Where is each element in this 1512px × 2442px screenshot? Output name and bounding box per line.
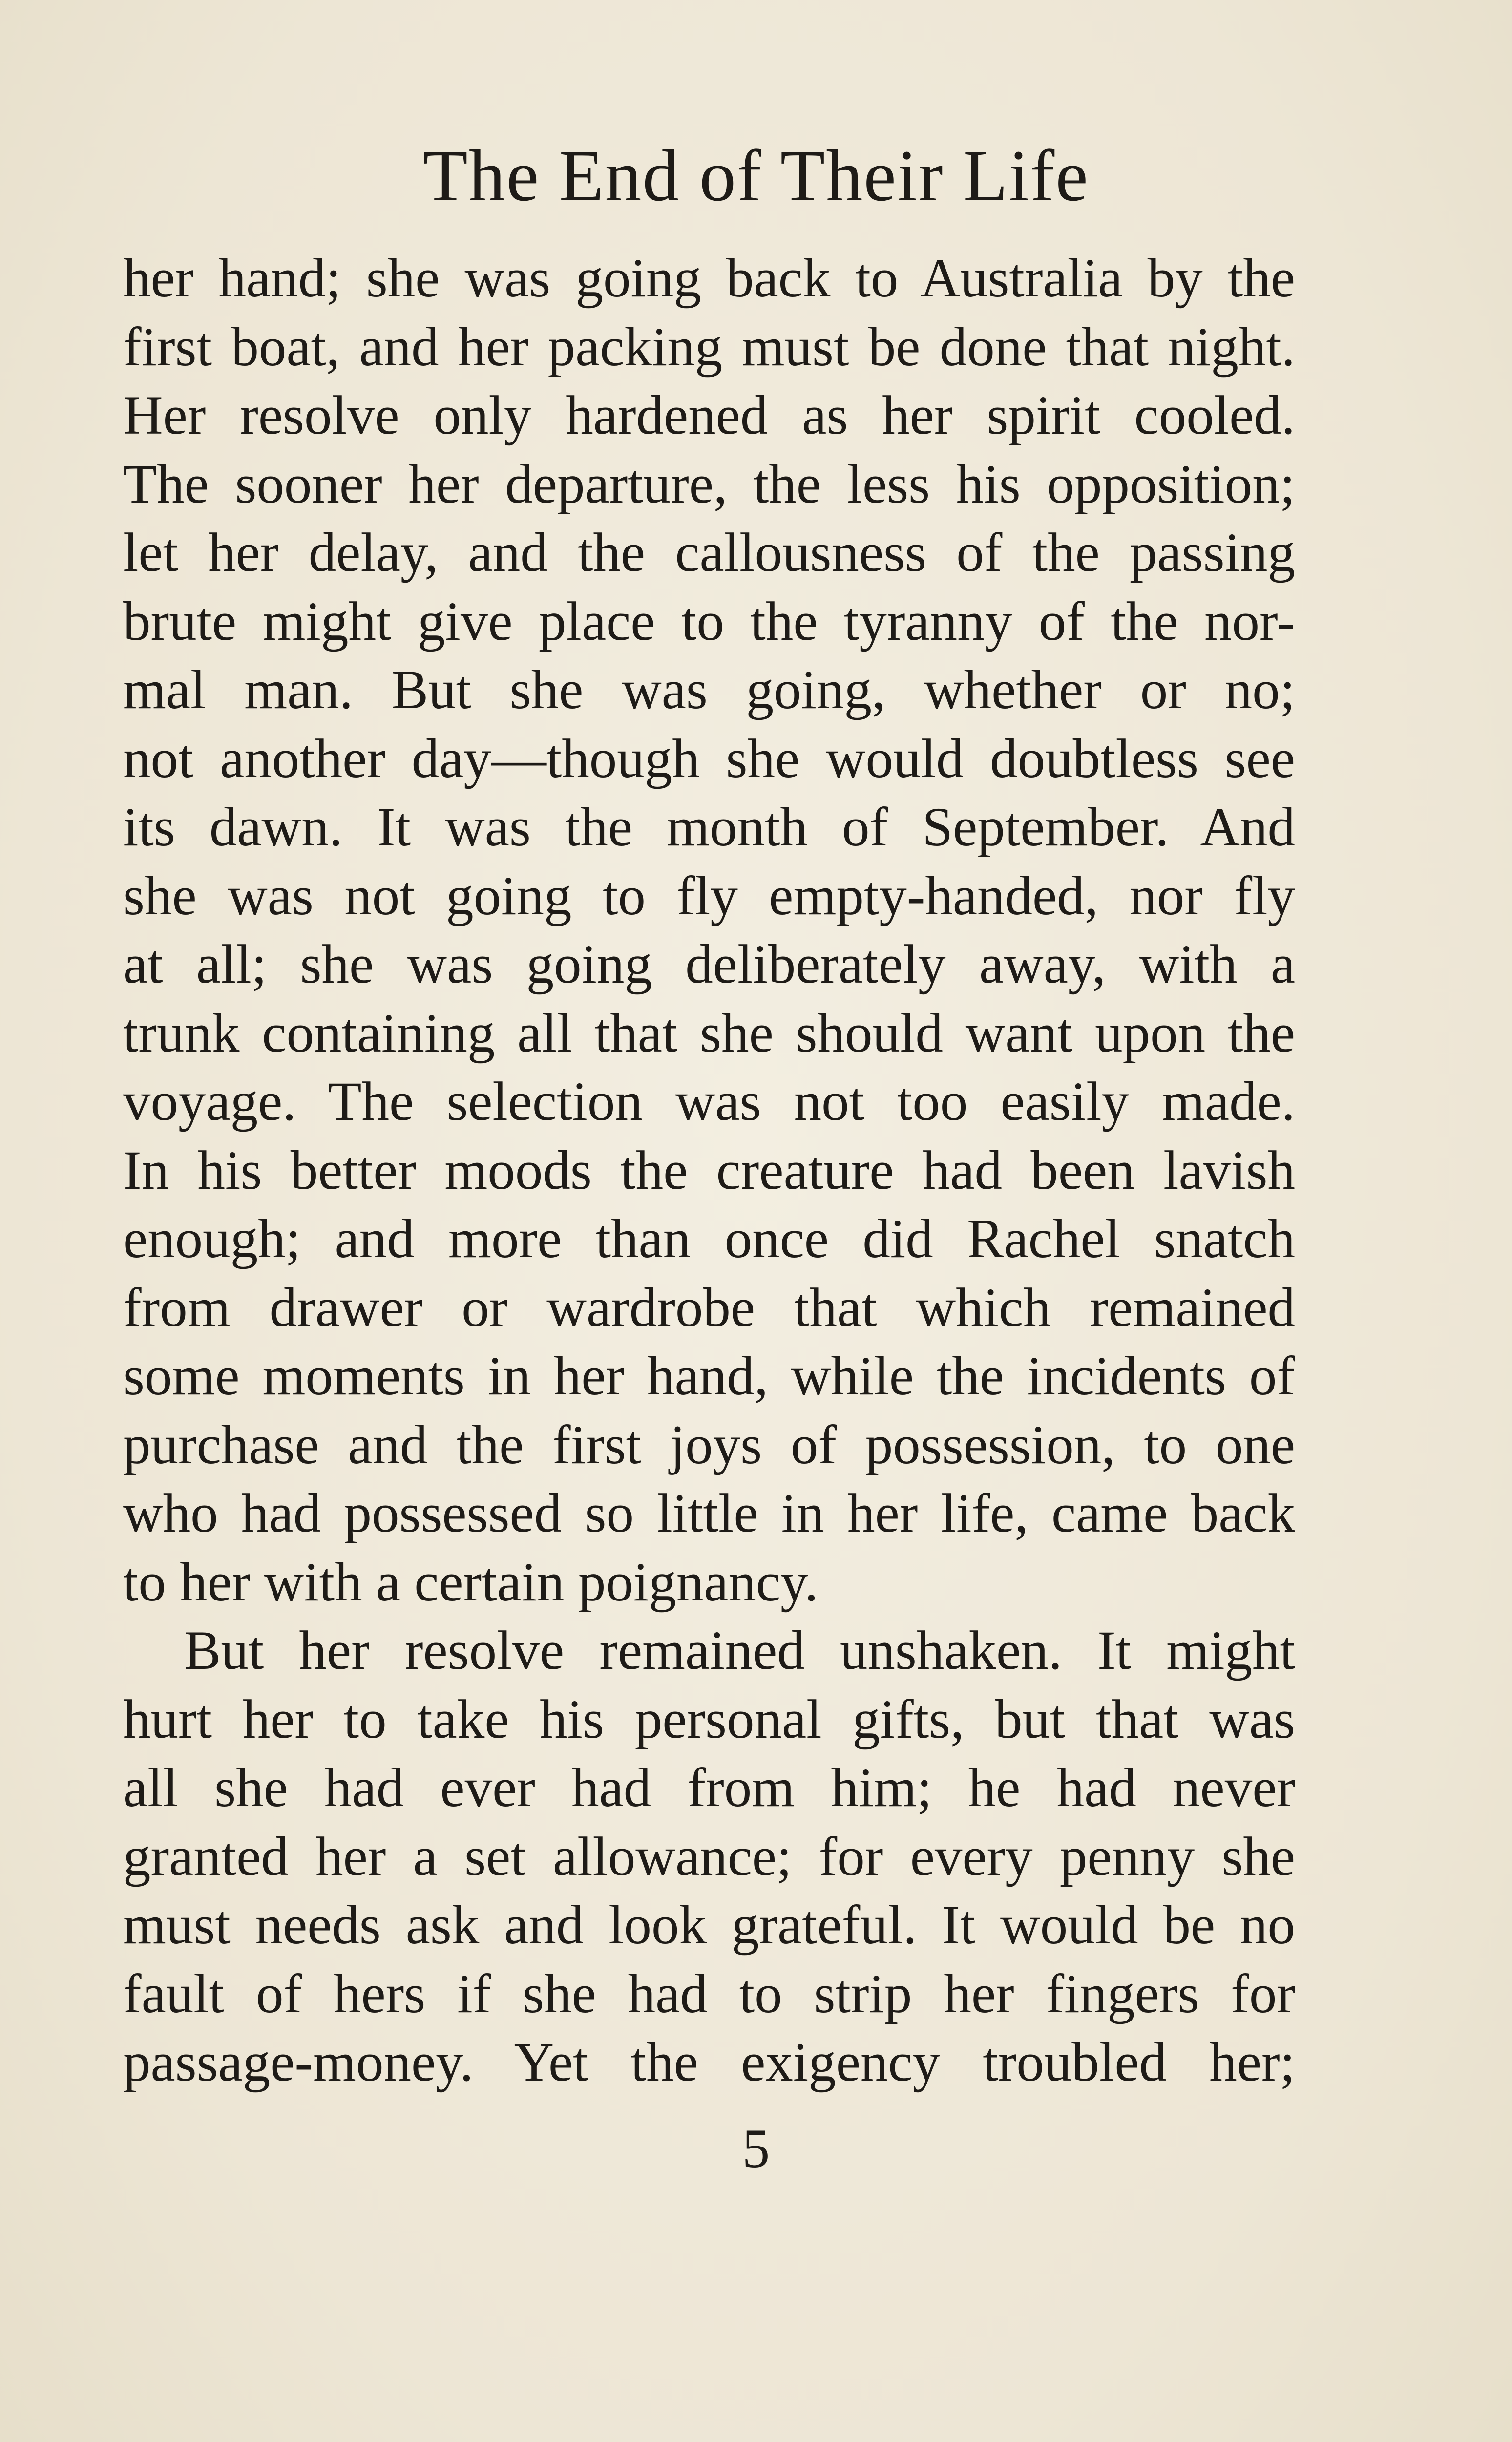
text-line: Her resolve only hardened as her spirit cooled.: [123, 385, 1295, 446]
text-line: all she had ever had from him; he had never: [123, 1757, 1295, 1818]
running-head: The End of Their Life: [423, 135, 1089, 216]
text-line: mal man. But she was going, whether or no;: [123, 659, 1295, 720]
text-line: must needs ask and look grateful. It would be no: [123, 1895, 1295, 1956]
text-line: purchase and the first joys of possession, to one: [123, 1414, 1295, 1475]
text-line: to her with a certain poignancy.: [123, 1551, 819, 1613]
text-line: The sooner her departure, the less his opposition;: [123, 453, 1295, 515]
text-line: from drawer or wardrobe that which remained: [123, 1277, 1295, 1338]
text-line: who had possessed so little in her life, came back: [123, 1483, 1295, 1544]
text-line: not another day—though she would doubtless see: [123, 728, 1295, 789]
text-line: some moments in her hand, while the incidents of: [123, 1346, 1295, 1407]
text-line: voyage. The selection was not too easily made.: [123, 1071, 1295, 1132]
text-line: first boat, and her packing must be done that night.: [123, 316, 1295, 378]
text-line: passage-money. Yet the exigency troubled her;: [123, 2032, 1295, 2093]
text-line: her hand; she was going back to Australia by the: [123, 248, 1295, 309]
body-text: [123, 244, 1295, 2097]
text-line: fault of hers if she had to strip her fingers for: [123, 1963, 1295, 2024]
text-line: hurt her to take his personal gifts, but that was: [123, 1688, 1295, 1750]
text-line: its dawn. It was the month of September. And: [123, 797, 1295, 858]
text-line: granted her a set allowance; for every penny she: [123, 1826, 1295, 1887]
text-line: In his better moods the creature had been lavish: [123, 1139, 1295, 1201]
text-line: let her delay, and the callousness of the passing: [123, 522, 1295, 583]
text-line: trunk containing all that she should want upon the: [123, 1002, 1295, 1064]
page-number: 5: [742, 2118, 770, 2179]
text-line: brute might give place to the tyranny of the nor-: [123, 590, 1295, 652]
text-line: she was not going to fly empty-handed, nor fly: [123, 865, 1295, 926]
text-line: But her resolve remained unshaken. It might: [184, 1620, 1295, 1681]
text-line: at all; she was going deliberately away, with a: [123, 934, 1295, 995]
text-line: enough; and more than once did Rachel snatch: [123, 1208, 1295, 1269]
